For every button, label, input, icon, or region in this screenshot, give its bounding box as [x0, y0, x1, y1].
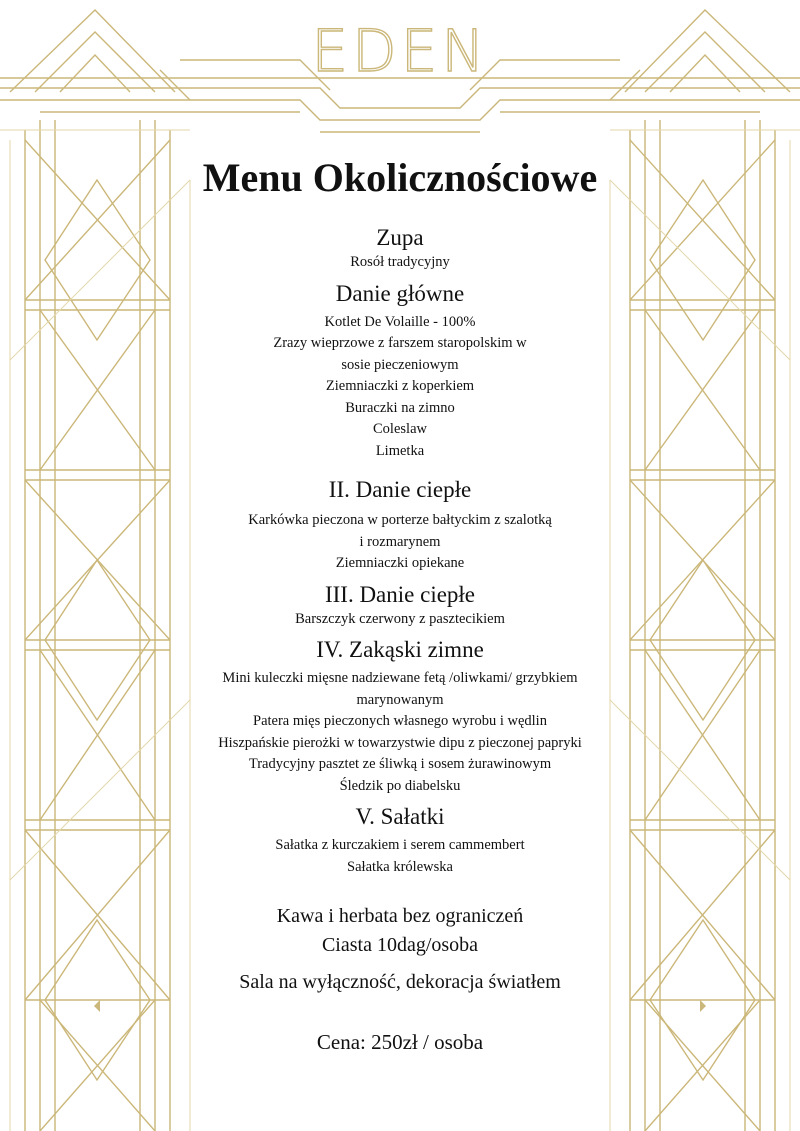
menu-content: [150, 150, 650, 1057]
frame-right-arrow-icon: [700, 1000, 706, 1012]
section-zakaski-zimne: [150, 636, 650, 797]
frame-right-column: [630, 120, 775, 1131]
frame-top-left-pyramid: [10, 10, 175, 92]
frame-left-arrow-icon: [94, 1000, 100, 1012]
menu-item: marynowanym: [356, 691, 444, 708]
extras: [150, 902, 650, 997]
section-zupa: [150, 224, 650, 274]
menu-item: Limetka: [375, 442, 425, 459]
menu-item: Buraczki na zimno: [345, 399, 455, 416]
frame-left-diagonals: [25, 140, 170, 1131]
menu-item: sosie pieczeniowym: [341, 356, 459, 373]
menu-item: Sałatka z kurczakiem i serem cammembert: [275, 837, 525, 853]
menu-item: Mini kuleczki mięsne nadziewane fetą /oliwkami/ grzybkiem: [222, 670, 578, 686]
section-danie-cieple-3: [150, 581, 650, 631]
menu-item: Rosół tradycyjny: [350, 254, 450, 270]
menu-item: Zrazy wieprzowe z farszem staropolskim w: [273, 335, 527, 351]
menu-item: Sałatka królewska: [347, 858, 453, 875]
menu-item: Barszczyk czerwony z pasztecikiem: [295, 610, 505, 627]
section-danie-cieple-2: [150, 476, 650, 575]
frame-top-right-pyramid: [625, 10, 790, 92]
section-heading: V. Sałatki: [355, 804, 445, 829]
frame-left-crossbars: [25, 300, 170, 1000]
menu-item: Patera mięs pieczonych własnego wyrobu i wędlin: [253, 713, 547, 729]
section-heading: IV. Zakąski zimne: [316, 637, 484, 662]
eden-logo-text: EDEN: [311, 17, 489, 85]
menu-item: Kotlet De Volaille - 100%: [324, 313, 476, 330]
menu-item: i rozmarynem: [359, 533, 441, 550]
frame-left-diamonds: [45, 180, 150, 1080]
menu-item: Karkówka pieczona w porterze bałtyckim z szalotką: [248, 512, 552, 528]
section-heading: Danie główne: [335, 280, 465, 306]
frame-right-diagonals: [630, 140, 775, 1131]
menu-item: Ziemniaczki z koperkiem: [325, 378, 475, 394]
frame-right-crossbars: [630, 300, 775, 1000]
menu-item: Ziemniaczki opiekane: [335, 555, 465, 571]
menu-item: Śledzik po diabelsku: [339, 777, 461, 794]
frame-left-column: [25, 120, 170, 1131]
price: Cena: 250zł / osoba: [316, 1030, 484, 1054]
extra-line: Kawa i herbata bez ograniczeń: [276, 905, 524, 927]
eden-logo: [300, 14, 500, 88]
menu-item: Hiszpańskie pierożki w towarzystwie dipu z pieczonej papryki: [218, 734, 582, 751]
menu-title: Menu Okolicznościowe: [202, 155, 598, 200]
section-heading: II. Danie ciepłe: [328, 477, 472, 502]
frame-right-diamonds: [650, 180, 755, 1080]
section-salatki: [150, 803, 650, 878]
section-danie-glowne: [150, 280, 650, 463]
extra-line: Ciasta 10dag/osoba: [321, 934, 479, 956]
section-heading: III. Danie ciepłe: [324, 581, 476, 607]
extra-line: Sala na wyłączność, dekoracja światłem: [239, 971, 561, 993]
menu-item: Coleslaw: [373, 421, 427, 437]
menu-item: Tradycyjny pasztet ze śliwką i sosem żurawinowym: [248, 756, 552, 772]
section-heading: Zupa: [376, 225, 424, 250]
